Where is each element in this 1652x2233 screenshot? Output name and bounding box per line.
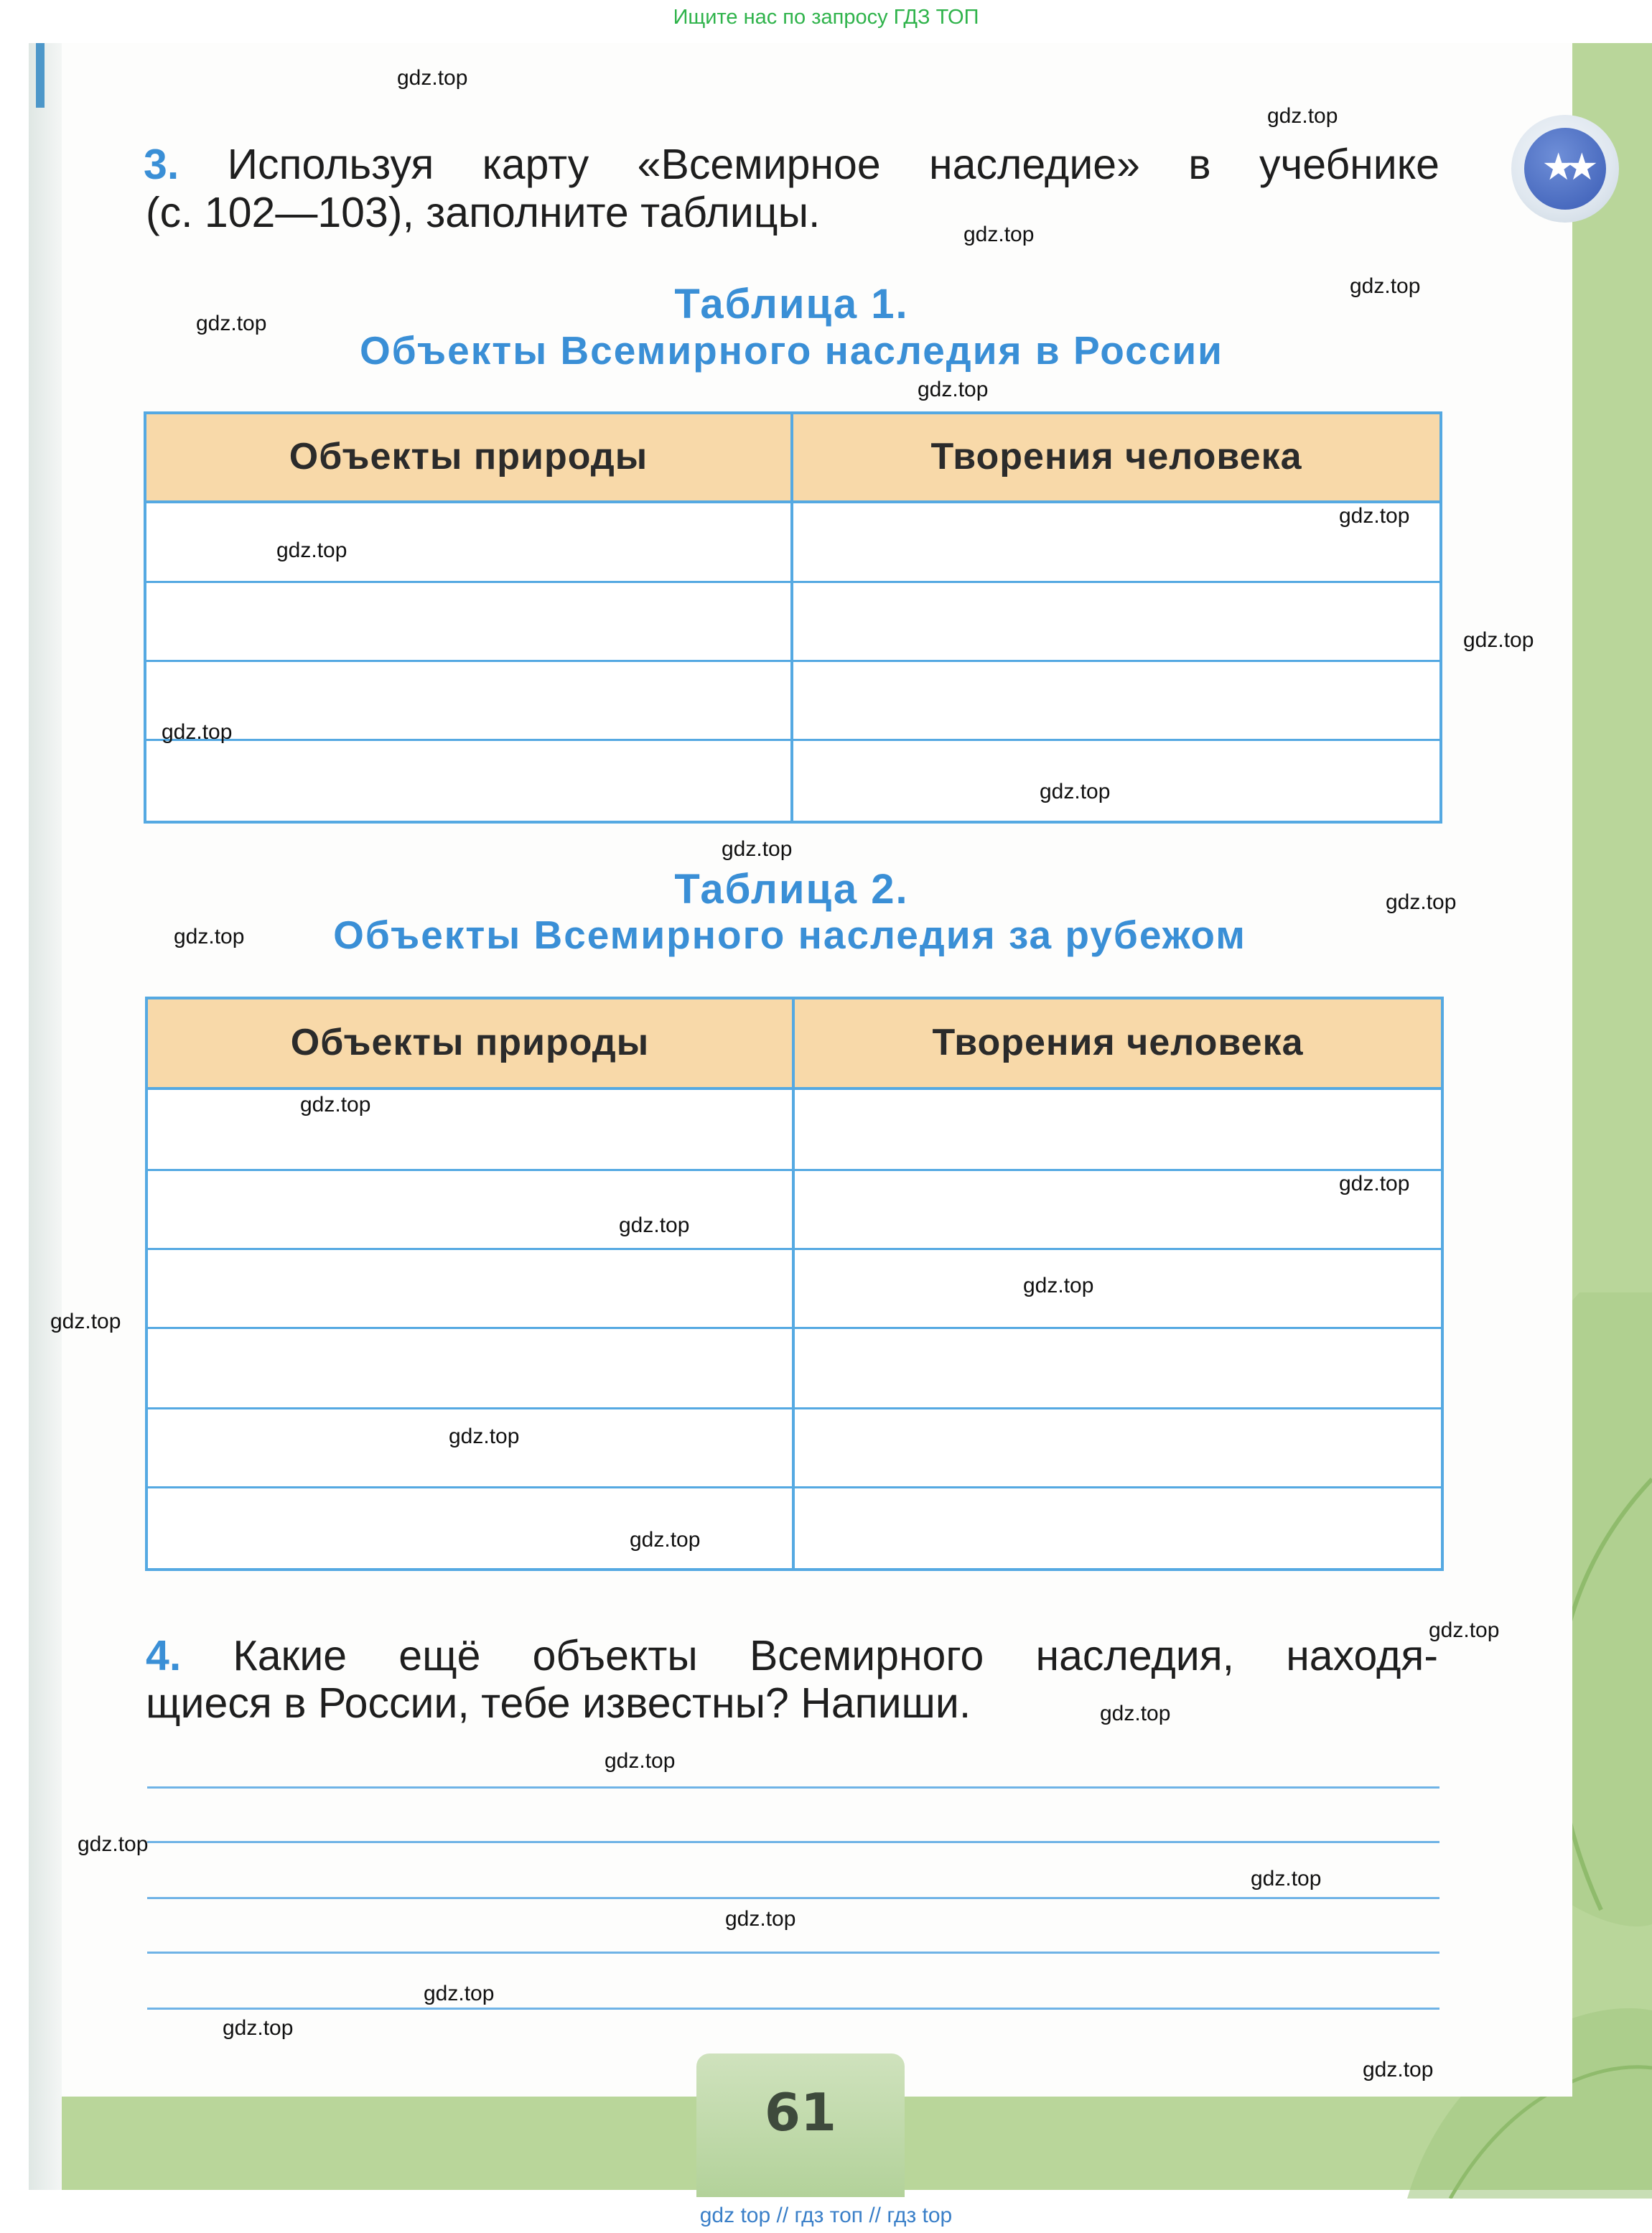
watermark: gdz.top	[630, 1528, 701, 1552]
watermark: gdz.top	[1267, 104, 1338, 128]
task3-line2: (с. 102—103), заполните таблицы.	[146, 189, 821, 236]
watermark: gdz.top	[223, 2016, 294, 2040]
watermark: gdz.top	[78, 1832, 149, 1856]
watermark: gdz.top	[1429, 1618, 1500, 1642]
watermark: gdz.top	[1463, 628, 1534, 652]
table2-row-line	[148, 1327, 1441, 1329]
table2-row-line	[148, 1407, 1441, 1409]
table2-title: Таблица 2.	[674, 866, 909, 913]
watermark: gdz.top	[963, 223, 1035, 246]
task4-line2: щиеся в России, тебе известны? Напиши.	[146, 1679, 971, 1727]
table1-row-line	[146, 739, 1439, 741]
watermark: gdz.top	[162, 720, 233, 744]
table1-row-line	[146, 581, 1439, 583]
watermark: gdz.top	[605, 1749, 676, 1773]
table2-row-line	[148, 1248, 1441, 1250]
watermark: gdz.top	[300, 1093, 371, 1116]
page-number-tab	[696, 2053, 905, 2197]
table2-divider	[792, 999, 795, 1568]
answer-line[interactable]	[147, 1841, 1439, 1843]
task4-line1	[146, 1631, 1438, 1680]
table2-col-human: Творения человека	[932, 1022, 1304, 1063]
watermark: gdz.top	[1023, 1274, 1094, 1297]
top-banner[interactable]: Ищите нас по запросу ГДЗ ТОП	[673, 6, 979, 29]
watermark: gdz.top	[276, 539, 347, 562]
table1-col-nature: Объекты природы	[289, 436, 648, 477]
watermark: gdz.top	[196, 312, 267, 335]
spine-bookmark	[36, 43, 45, 108]
watermark: gdz.top	[1386, 890, 1457, 914]
bottom-banner[interactable]: gdz top // гдз топ // гдз top	[699, 2204, 953, 2227]
table1-col-human: Творения человека	[930, 436, 1302, 477]
task3-line1	[144, 140, 1439, 189]
answer-line[interactable]	[147, 1897, 1439, 1899]
watermark: gdz.top	[397, 66, 468, 90]
watermark: gdz.top	[619, 1213, 690, 1237]
star-icon: ★★	[1524, 128, 1606, 210]
task3-number: 3.	[144, 141, 179, 188]
table2-row-line	[148, 1486, 1441, 1488]
table2	[145, 997, 1444, 1571]
task3-text-1: Используя карту «Всемирное наследие» в учебнике	[227, 141, 1439, 188]
answer-line[interactable]	[147, 1786, 1439, 1789]
answer-line[interactable]	[147, 2008, 1439, 2010]
watermark: gdz.top	[50, 1310, 121, 1333]
table2-row-line	[148, 1169, 1441, 1171]
watermark: gdz.top	[918, 378, 989, 401]
watermark: gdz.top	[725, 1907, 796, 1931]
table2-col-nature: Объекты природы	[290, 1022, 650, 1063]
watermark: gdz.top	[1100, 1702, 1171, 1725]
page-number: 61	[764, 2082, 837, 2143]
watermark: gdz.top	[424, 1982, 495, 2005]
watermark: gdz.top	[1339, 504, 1410, 528]
book-spine	[29, 43, 62, 2190]
table1-row-line	[146, 660, 1439, 662]
table1-title: Таблица 1.	[674, 281, 909, 327]
table2-subtitle: Объекты Всемирного наследия за рубежом	[333, 913, 1246, 957]
watermark: gdz.top	[174, 925, 245, 948]
table1-divider	[790, 414, 793, 821]
task4-number: 4.	[146, 1632, 182, 1679]
watermark: gdz.top	[1040, 780, 1111, 803]
watermark: gdz.top	[1339, 1172, 1410, 1195]
table1	[144, 411, 1442, 824]
watermark: gdz.top	[1251, 1867, 1322, 1891]
stars-badge	[1511, 115, 1619, 223]
task4-text-1: Какие ещё объекты Всемирного наследия, находя-	[233, 1632, 1438, 1679]
watermark: gdz.top	[1350, 274, 1421, 298]
watermark: gdz.top	[449, 1425, 520, 1448]
watermark: gdz.top	[1363, 2058, 1434, 2082]
watermark: gdz.top	[722, 837, 793, 861]
table1-subtitle: Объекты Всемирного наследия в России	[360, 328, 1223, 373]
answer-line[interactable]	[147, 1952, 1439, 1954]
